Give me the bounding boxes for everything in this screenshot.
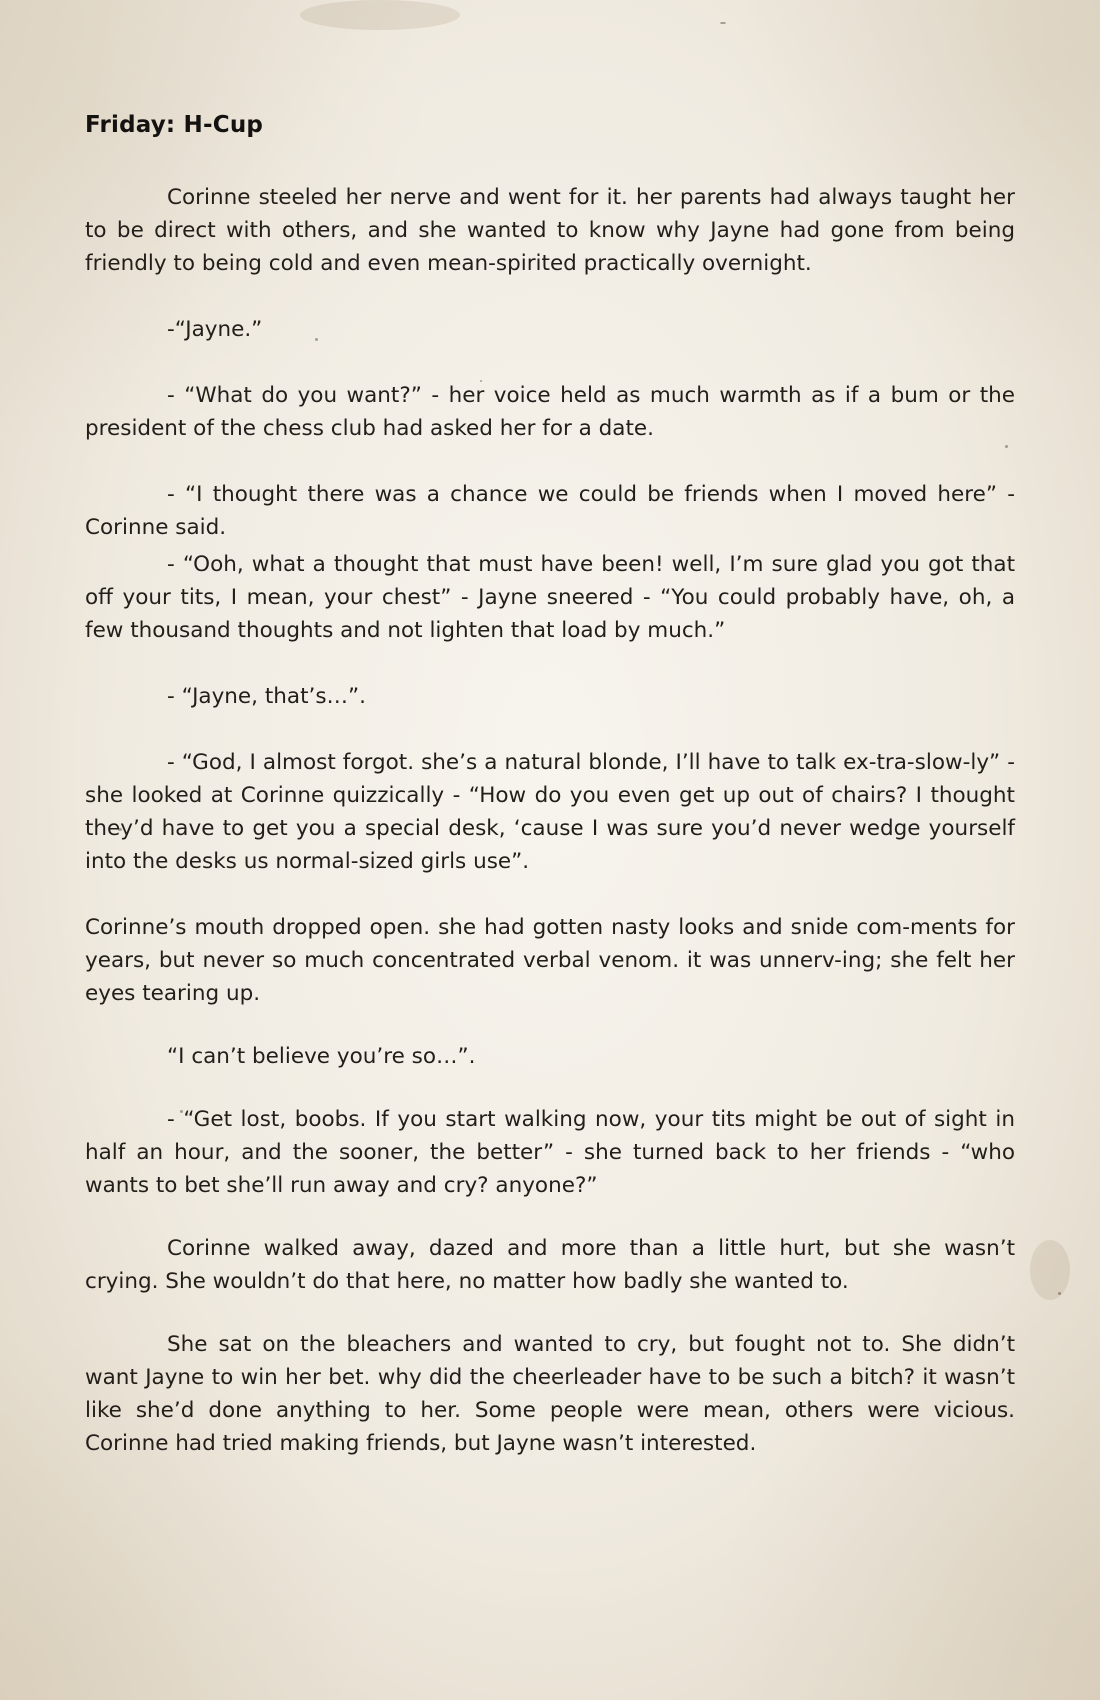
paragraph: - “God, I almost forgot. she’s a natural blonde, I’ll have to talk ex-tra-slow-ly” - she looked at Corinne quizzically - “How do you even get up out of chairs? I thought they’d have to get you a special desk, ‘cause I was sure you’d never wedge yourself into the desks us normal-sized girls use”.: [85, 750, 1015, 874]
paragraph: “I can’t believe you’re so…”.: [167, 1044, 476, 1069]
paragraph: -“Jayne.”: [167, 317, 263, 342]
paragraph: Corinne steeled her nerve and went for it. her parents had always taught her to be direct with others, and she wanted to know why Jayne had gone from being friendly to being cold and even mean-spirited practically overnight.: [85, 185, 1015, 276]
paragraph: - “Ooh, what a thought that must have been! well, I’m sure glad you got that off your tits, I mean, your chest” - Jayne sneered - “You could probably have, oh, a few thousand thoughts and not lighten that load by much.”: [85, 552, 1015, 643]
paragraph: Corinne’s mouth dropped open. she had gotten nasty looks and snide com-ments for years, but never so much concentrated verbal venom. it was unnerv-ing; she felt her eyes tearing up.: [85, 915, 1015, 1006]
paragraph: - “Jayne, that’s…”.: [167, 684, 367, 709]
paragraph: She sat on the bleachers and wanted to cry, but fought not to. She didn’t want Jayne to win her bet. why did the cheerleader have to be such a bitch? it wasn’t like she’d done anything to her. Some people were mean, others were vicious. Corinne had tried making friends, but Jayne wasn’t interested.: [85, 1332, 1015, 1456]
paragraph: - “Get lost, boobs. If you start walking now, your tits might be out of sight in half an hour, and the sooner, the better” - she turned back to her friends - “who wants to bet she’ll run away and cry? anyone?”: [85, 1107, 1015, 1198]
paper-speck: [720, 22, 726, 24]
paper-stain: [300, 0, 460, 30]
paper-stain: [1030, 1240, 1070, 1300]
paper-speck: [1058, 1292, 1061, 1295]
paragraph: Corinne walked away, dazed and more than a little hurt, but she wasn’t crying. She wouldn’t do that here, no matter how badly she wanted to.: [85, 1236, 1015, 1294]
document-body: [85, 112, 1015, 1460]
paragraph: - “I thought there was a chance we could be friends when I moved here” - Corinne said.: [85, 482, 1015, 540]
chapter-heading: Friday: H-Cup: [85, 112, 264, 138]
paragraph: - “What do you want?” - her voice held as much warmth as if a bum or the president of the chess club had asked her for a date.: [85, 383, 1015, 441]
